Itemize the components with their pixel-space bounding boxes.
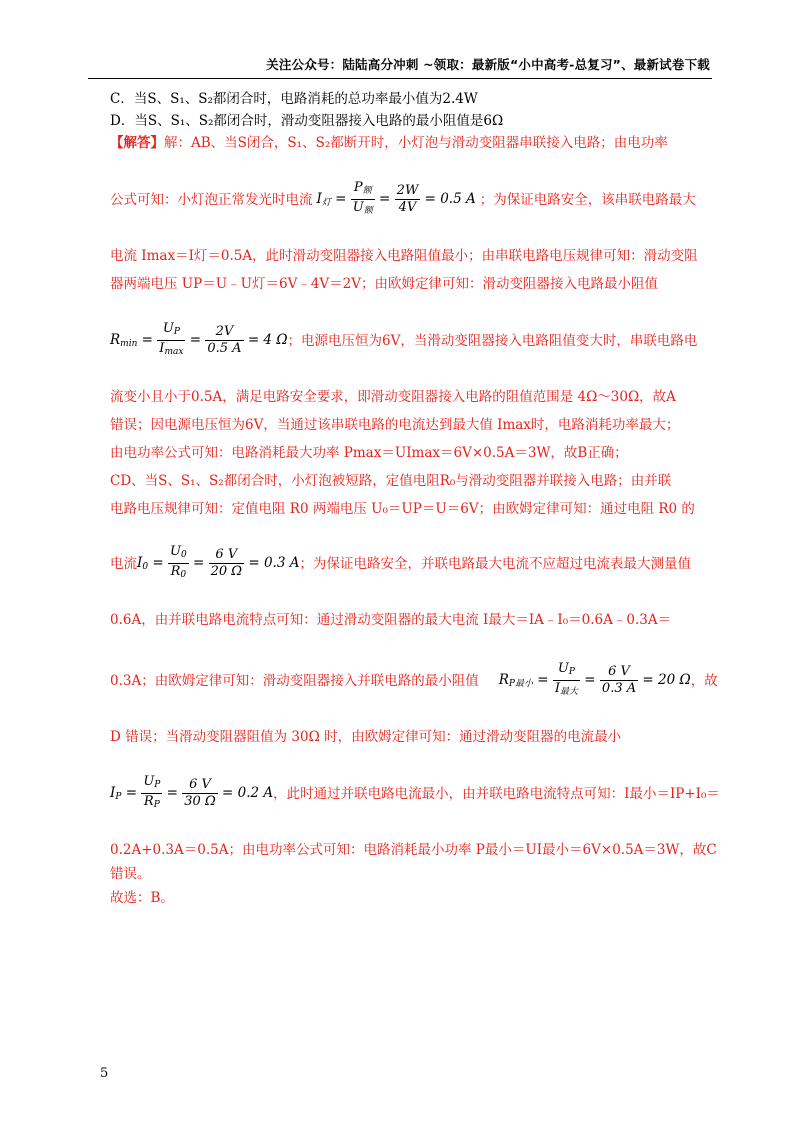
answer-line-18: 故选：B。: [110, 890, 174, 906]
answer-line-11: [110, 544, 708, 583]
page-header: 关注公众号：陆陆高分冲刺 ~领取：最新版“小中高考-总复习”、最新试卷下载: [266, 57, 710, 72]
answer-label: 【解答】: [110, 135, 164, 151]
answer-line-14: D 错误；当滑动变阻器阻值为 30Ω 时，由欧姆定律可知：通过滑动变阻器的电流最小: [110, 729, 622, 745]
answer-line-2: [110, 180, 708, 219]
equation-3: $I_0$ = $\frac{U_0}{R_0}$ = $\frac{6 V}{20 \Omega}$ = 0.3 A: [137, 544, 300, 580]
answer-line-13: [110, 661, 718, 700]
answer-line-3: 电流 Imax＝I灯＝0.5A，此时滑动变阻器接入电路阻值最小；由串联电路电压规律可知：滑动变阻: [110, 248, 698, 264]
answer-text-2b: ；为保证电路安全，该串联电路最大: [479, 191, 696, 208]
answer-text-11b: ；为保证电路安全，并联电路最大电流不应超过电流表最大测量值: [299, 555, 691, 572]
option-c: C．当S、S₁、S₂都闭合时，电路消耗的总功率最小值为2.4W: [110, 91, 478, 107]
answer-line-10: 电路电压规律可知：定值电阻 R0 两端电压 U₀＝UP＝U＝6V；由欧姆定律可知：通过电阻 R0 的: [110, 501, 695, 517]
answer-line-4: 器两端电压 UP＝U﹣U灯＝6V﹣4V＝2V；由欧姆定律可知：滑动变阻器接入电路最小阻值: [110, 276, 659, 292]
answer-text-1: 解：AB、当S闭合，S₁、S₂都断开时，小灯泡与滑动变阻器串联接入电路；由电功率: [164, 135, 668, 151]
answer-text-13b: ，故: [690, 672, 718, 689]
equation-4: $R_{P最小}$ = $\frac{U_P}{I_{最大}}$ = $\frac{6 V}{0.3 A}$ = 20 Ω: [498, 661, 691, 697]
answer-text-5b: ；电源电压恒为6V，当滑动变阻器接入电路阻值变大时，串联电路电: [287, 332, 698, 349]
equation-2: $R_{min}$ = $\frac{U_P}{I_{max}}$ = $\frac{2V}{0.5 A}$ = 4 Ω: [110, 321, 288, 357]
document-body: [110, 88, 720, 909]
answer-line-15: [110, 774, 720, 813]
answer-line-1: [110, 132, 708, 154]
answer-line-6: 流变小且小于0.5A，满足电路安全要求，即滑动变阻器接入电路的阻值范围是 4Ω～30Ω，故A: [110, 389, 676, 405]
answer-line-8: 由电功率公式可知：电路消耗最大功率 Pmax＝UImax＝6V×0.5A＝3W，故B正确；: [110, 445, 628, 461]
answer-text-2a: 公式可知：小灯泡正常发光时电流: [110, 191, 313, 208]
answer-line-7: 错误；因电源电压恒为6V，当通过该串联电路的电流达到最大值 Imax时，电路消耗功率最大；: [110, 417, 680, 433]
answer-line-17: 错误。: [110, 866, 151, 882]
header-rule: [88, 78, 712, 79]
answer-line-9: CD、当S、S₁、S₂都闭合时，小灯泡被短路，定值电阻R₀与滑动变阻器并联接入电路；由并联: [110, 473, 672, 489]
answer-text-13a: 0.3A；由欧姆定律可知：滑动变阻器接入并联电路的最小阻值: [110, 672, 479, 689]
option-d: D．当S、S₁、S₂都闭合时，滑动变阻器接入电路的最小阻值是6Ω: [110, 113, 504, 129]
equation-5: $I_P$ = $\frac{U_P}{R_P}$ = $\frac{6 V}{30 \Omega}$ = 0.2 A: [110, 774, 274, 810]
answer-line-12: 0.6A，由并联电路电流特点可知：通过滑动变阻器的最大电流 I最大＝IA﹣I₀＝0.6A﹣0.3A＝: [110, 612, 672, 628]
page-number: 5: [100, 1066, 109, 1081]
answer-text-11a: 电流: [110, 555, 137, 572]
answer-line-5: [110, 321, 708, 360]
answer-line-16: 0.2A+0.3A＝0.5A；由电功率公式可知：电路消耗最小功率 P最小＝UI最小＝6V×0.5A＝3W，故C: [110, 842, 717, 858]
equation-1: $I_灯$ = $\frac{P_额}{U_额}$ = $\frac{2W}{4V}$ = 0.5 A: [316, 180, 476, 216]
answer-text-15b: ，此时通过并联电路电流最小，由并联电路电流特点可知：I最小＝IP+I₀＝: [273, 785, 720, 802]
